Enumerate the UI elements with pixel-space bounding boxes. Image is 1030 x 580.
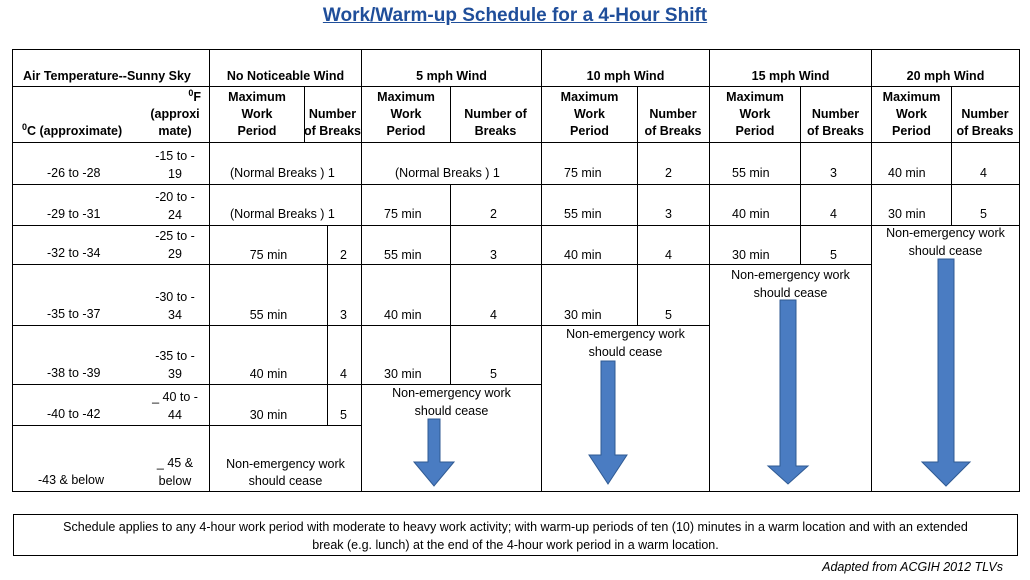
w5-row5-period: 30 min (384, 367, 422, 381)
number-of-breaks-header: Number (961, 107, 1009, 121)
w10-row3-breaks: 4 (665, 248, 672, 262)
nw-cease-1: Non-emergency work (226, 457, 345, 471)
w15-cease-2: should cease (753, 286, 828, 300)
wind-header-10: 10 mph Wind (586, 69, 665, 83)
max-work-period-header: Maximum (377, 90, 435, 104)
w10-row1-breaks: 2 (665, 166, 672, 180)
fahrenheit-unit: $^0$F (188, 87, 201, 104)
nw-row4-breaks: 3 (340, 308, 347, 322)
nw-cease-2: should cease (248, 474, 323, 488)
nw-row2: (Normal Breaks ) 1 (230, 207, 335, 221)
fahrenheit-label-1: (approxi (150, 107, 200, 121)
w5-cease-2: should cease (414, 404, 489, 418)
fahrenheit-range: -15 to - (155, 149, 195, 163)
max-work-period-header: Work (573, 107, 606, 121)
fahrenheit-range: -30 to - (155, 290, 195, 304)
w10-row3-period: 40 min (564, 248, 602, 262)
number-of-breaks-header: of Breaks (644, 124, 702, 138)
w15-row3-period: 30 min (732, 248, 770, 262)
wind-header-15: 15 mph Wind (751, 69, 830, 83)
fahrenheit-range: -35 to - (155, 349, 195, 363)
max-work-period-header: Maximum (882, 90, 941, 104)
nw-row6-period: 30 min (249, 408, 288, 422)
max-work-period-header: Work (739, 107, 771, 121)
number-of-breaks-header: Number (308, 107, 357, 121)
w5-row2-breaks: 2 (490, 207, 497, 221)
wind-header-5: 5 mph Wind (416, 69, 487, 83)
source-credit: Adapted from ACGIH 2012 TLVs (822, 560, 1003, 574)
max-work-period-header: Period (237, 124, 277, 138)
number-of-breaks-header: of Breaks (304, 124, 361, 138)
fahrenheit-range: 39 (168, 367, 182, 381)
celsius-range: -40 to -42 (47, 407, 101, 421)
wind-header-none: No Noticeable Wind (226, 69, 345, 83)
max-work-period-header: Work (895, 107, 928, 121)
fahrenheit-range: 34 (168, 308, 182, 322)
nw-row3-breaks: 2 (340, 248, 347, 262)
w20-row1-period: 40 min (888, 166, 926, 180)
nw-row6-breaks: 5 (340, 408, 347, 422)
number-of-breaks-header: Number (649, 107, 697, 121)
w15-row1-period: 55 min (732, 166, 770, 180)
arrow-down-icon (589, 361, 627, 484)
fahrenheit-range: 19 (168, 167, 182, 181)
number-of-breaks-header: of Breaks (956, 124, 1014, 138)
number-of-breaks-header: Number (811, 107, 860, 121)
w10-cease-2: should cease (588, 345, 663, 359)
w15-row1-breaks: 3 (830, 166, 837, 180)
w15-row2-period: 40 min (732, 207, 770, 221)
nw-row4-period: 55 min (249, 308, 288, 322)
arrow-down-icon (922, 259, 970, 486)
nw-row1: (Normal Breaks ) 1 (230, 166, 335, 180)
max-work-period-header: Period (570, 124, 609, 138)
schedule-note (13, 514, 1018, 556)
w5-row3-period: 55 min (384, 248, 422, 262)
w20-row1-breaks: 4 (980, 166, 987, 180)
w10-row2-period: 55 min (564, 207, 602, 221)
w5-cease-1: Non-emergency work (392, 386, 511, 400)
nw-row3-period: 75 min (249, 248, 288, 262)
w5-row4-breaks: 4 (490, 308, 497, 322)
w10-row1-period: 75 min (564, 166, 602, 180)
number-of-breaks-header: Breaks (474, 124, 517, 138)
w10-cease-1: Non-emergency work (566, 327, 685, 341)
schedule-note-line-2: break (e.g. lunch) at the end of the 4-hour work period in a warm location. (312, 538, 719, 552)
w5-row2-period: 75 min (384, 207, 422, 221)
fahrenheit-range: 44 (168, 408, 182, 422)
fahrenheit-range: -25 to - (155, 229, 195, 243)
w5-row4-period: 40 min (384, 308, 422, 322)
fahrenheit-range: _ 40 to - (152, 390, 198, 404)
nw-row5-breaks: 4 (340, 367, 347, 381)
w10-row4-period: 30 min (564, 308, 602, 322)
max-work-period-header: Period (892, 124, 931, 138)
celsius-range: -35 to -37 (47, 307, 101, 321)
w5-row5-breaks: 5 (490, 367, 497, 381)
w10-row4-breaks: 5 (665, 308, 672, 322)
fahrenheit-range: _ 45 & (156, 456, 194, 470)
arrow-down-icon (768, 300, 808, 484)
wind-header-20: 20 mph Wind (906, 69, 985, 83)
w5-row3-breaks: 3 (490, 248, 497, 262)
nw-row5-period: 40 min (249, 367, 288, 381)
max-work-period-header: Work (390, 107, 422, 121)
max-work-period-header: Maximum (560, 90, 619, 104)
w20-cease-1: Non-emergency work (886, 226, 1005, 240)
w15-cease-1: Non-emergency work (731, 268, 850, 282)
celsius-header: $^0$C (approximate) (22, 121, 123, 138)
number-of-breaks-header: Number of (464, 107, 527, 121)
w15-row3-breaks: 5 (830, 248, 837, 262)
w20-cease-2: should cease (908, 244, 983, 258)
max-work-period-header: Period (386, 124, 426, 138)
fahrenheit-range: 24 (168, 208, 182, 222)
celsius-range: -38 to -39 (47, 366, 101, 380)
fahrenheit-range: below (158, 474, 192, 488)
max-work-period-header: Period (735, 124, 775, 138)
w5-row1: (Normal Breaks ) 1 (395, 166, 500, 180)
fahrenheit-range: -20 to - (155, 190, 195, 204)
number-of-breaks-header: of Breaks (807, 124, 864, 138)
w20-row2-period: 30 min (888, 207, 926, 221)
page-title: Work/Warm-up Schedule for a 4-Hour Shift (322, 5, 708, 26)
schedule-note-line-1: Schedule applies to any 4-hour work period with moderate to heavy work activity; with warm-up periods of ten (10) minutes in a warm location and with an extended (63, 520, 968, 534)
celsius-range: -26 to -28 (47, 166, 101, 180)
celsius-range: -29 to -31 (47, 207, 101, 221)
w20-row2-breaks: 5 (980, 207, 987, 221)
celsius-range: -43 & below (38, 473, 105, 487)
max-work-period-header: Maximum (726, 90, 784, 104)
max-work-period-header: Maximum (228, 90, 286, 104)
max-work-period-header: Work (241, 107, 273, 121)
w15-row2-breaks: 4 (830, 207, 837, 221)
fahrenheit-range: 29 (168, 247, 182, 261)
w10-row2-breaks: 3 (665, 207, 672, 221)
arrow-down-icon (414, 419, 454, 486)
celsius-range: -32 to -34 (47, 246, 101, 260)
fahrenheit-label-2: mate) (158, 124, 192, 138)
air-temp-header: Air Temperature--Sunny Sky (23, 69, 191, 83)
